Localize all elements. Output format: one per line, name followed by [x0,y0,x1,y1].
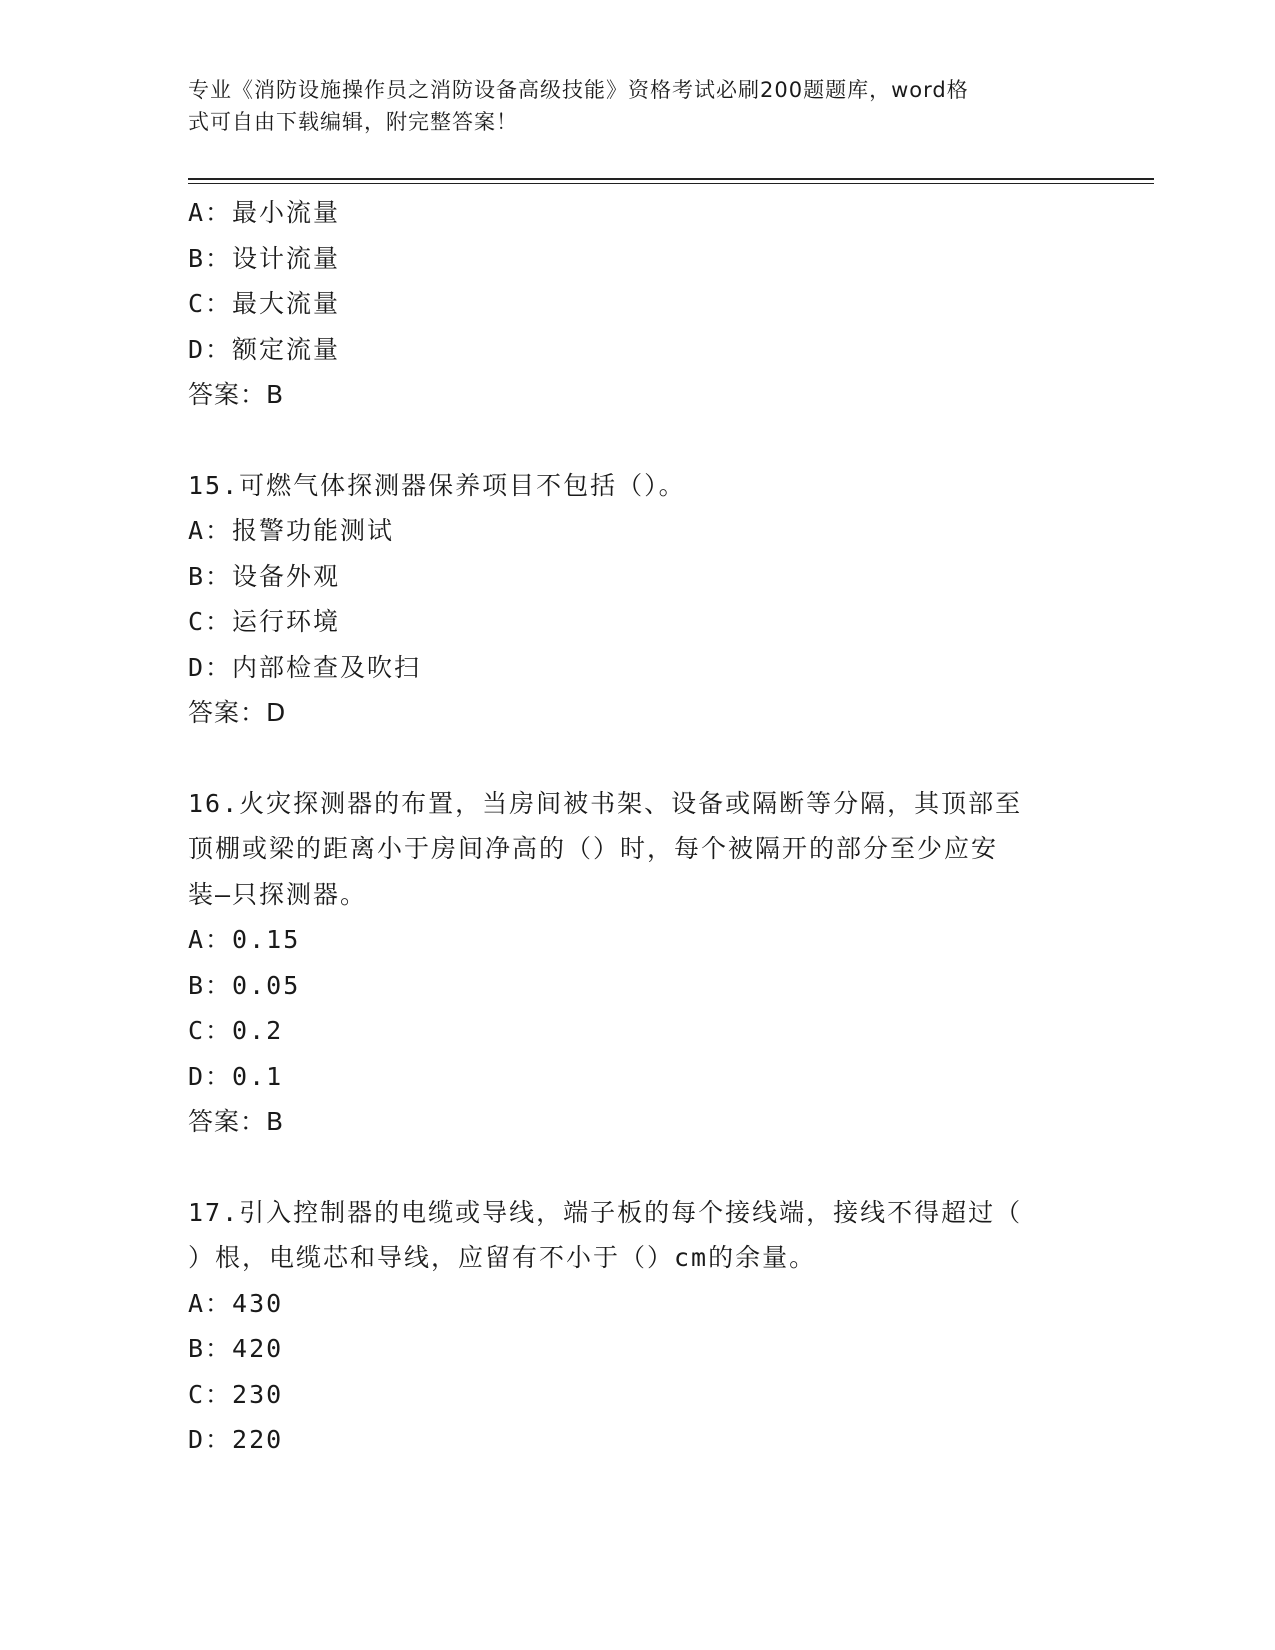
option-c: C：最大流量 [188,289,341,318]
option-d: D：内部检查及吹扫 [188,652,422,682]
question-15 [188,463,1088,736]
question-stem: 15.可燃气体探测器保养项目不包括（）。 [188,470,686,500]
option-c: C：0.2 [188,1016,284,1045]
option-c: C：230 [188,1379,284,1409]
option-d: D：0.1 [188,1061,284,1091]
option-b: B：设备外观 [188,561,341,591]
document-header [188,74,1088,138]
question-stem: 17.引入控制器的电缆或导线，端子板的每个接线端，接线不得超过（ [188,1197,1023,1227]
header-divider [188,178,1154,184]
question-stem: ）根，电缆芯和导线，应留有不小于（）cm的余量。 [188,1243,817,1272]
option-c: C：运行环境 [188,607,341,636]
question-14 [188,190,1088,418]
question-list [188,190,1088,1463]
header-line-1: 专业《消防设施操作员之消防设备高级技能》资格考试必刷200题题库，word格 [188,78,969,102]
answer: 答案：B [188,380,285,409]
question-stem: 顶棚或梁的距离小于房间净高的（）时，每个被隔开的部分至少应安 [188,834,999,863]
question-16 [188,781,1088,1145]
answer: 答案：D [188,698,287,727]
option-b: B：420 [188,1334,284,1363]
option-d: D：额定流量 [188,334,341,364]
question-stem: 16.火灾探测器的布置，当房间被书架、设备或隔断等分隔，其顶部至 [188,788,1023,818]
option-b: B：设计流量 [188,243,341,273]
answer: 答案：B [188,1107,285,1136]
option-b: B：0.05 [188,970,301,1000]
option-d: D：220 [188,1425,284,1454]
option-a: A：430 [188,1288,284,1318]
option-a: A：0.15 [188,925,301,954]
question-stem: 装—只探测器。 [188,879,368,909]
header-line-2: 式可自由下载编辑，附完整答案！ [188,110,518,134]
option-a: A：报警功能测试 [188,516,395,545]
option-a: A：最小流量 [188,198,341,227]
question-17 [188,1190,1088,1463]
